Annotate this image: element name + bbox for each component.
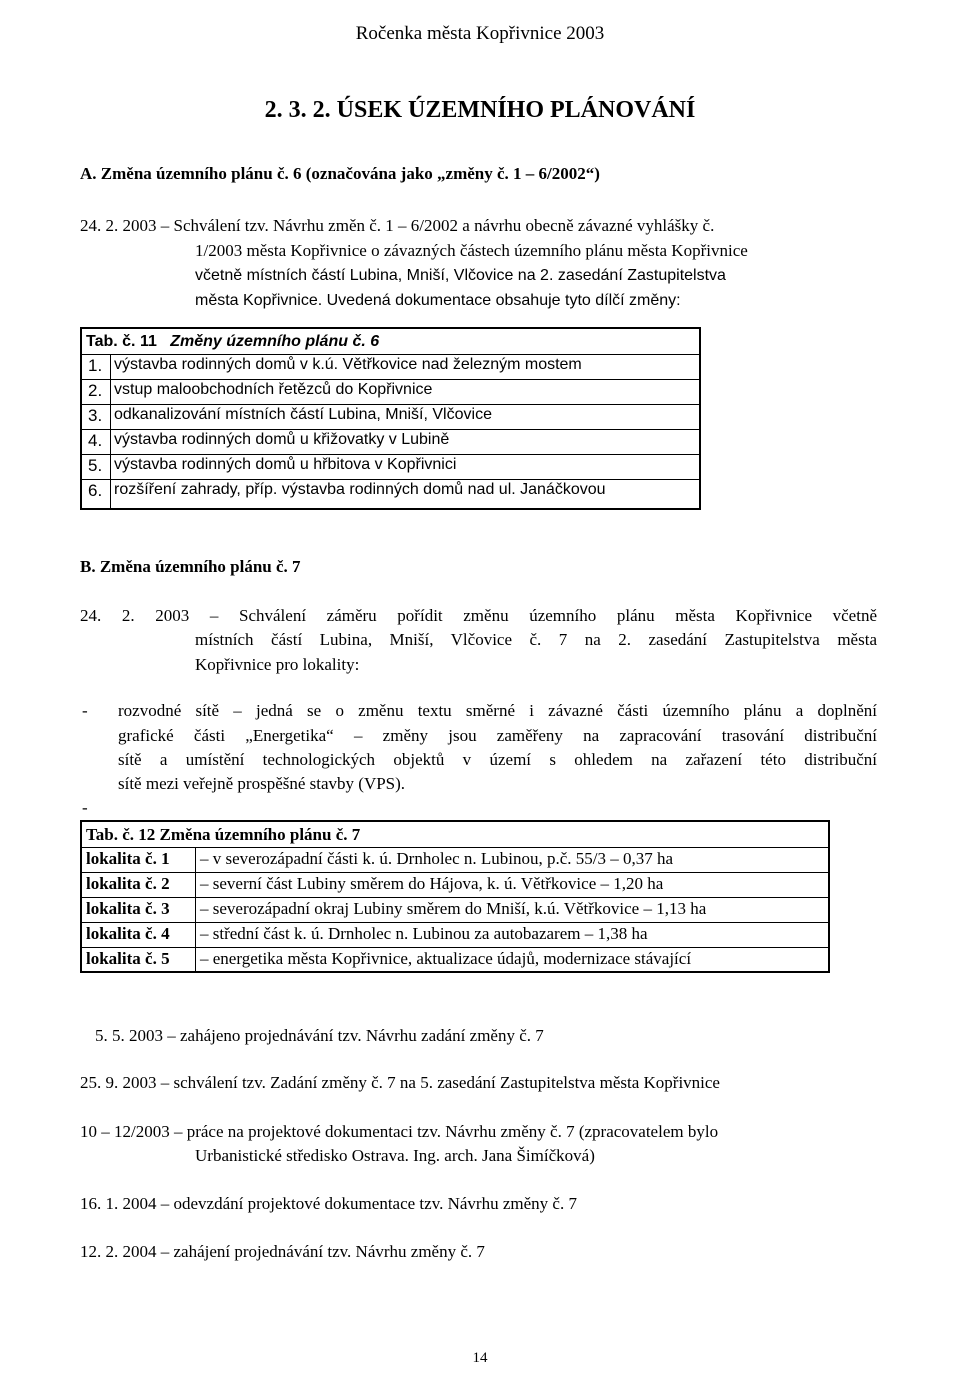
table-11-caption-title: Změny územního plánu č. 6 xyxy=(170,333,380,350)
part-a-para-line-3: včetně místních částí Lubina, Mniší, Vlčovice na 2. zasedání Zastupitelstva xyxy=(195,267,726,284)
table-row xyxy=(82,922,828,948)
bullet-line-2: grafické části „Energetika“ – změny jsou zaměřeny na zapracování trasování distribuční xyxy=(118,726,877,745)
bullet-line-3: sítě a umístění technologických objektů v území s ohledem na zařazení této distribuční xyxy=(118,750,877,769)
row-number: 3. xyxy=(88,406,103,425)
part-a-para-line-4: města Kopřivnice. Uvedená dokumentace obsahuje tyto dílčí změny: xyxy=(195,292,681,309)
row-text: odkanalizování místních částí Lubina, Mniší, Vlčovice xyxy=(114,406,492,423)
part-a-para-line-2: 1/2003 města Kopřivnice o závazných částech územního plánu města Kopřivnice xyxy=(195,241,748,260)
bullet-dash: - xyxy=(82,701,88,720)
part-b-para-line-2: místních částí Lubina, Mniší, Vlčovice č. 7 na 2. zasedání Zastupitelstva města xyxy=(195,630,877,649)
event-5: 12. 2. 2004 – zahájení projednávání tzv. Návrhu změny č. 7 xyxy=(80,1242,485,1261)
row-number: 2. xyxy=(88,381,103,400)
row-text: výstavba rodinných domů u křižovatky v Lubině xyxy=(114,431,450,448)
localities-table-12 xyxy=(80,820,830,973)
table-row xyxy=(82,947,828,973)
part-b-para-line-3: Kopřivnice pro lokality: xyxy=(195,655,360,674)
locality-label: lokalita č. 1 xyxy=(86,849,170,868)
changes-table-11 xyxy=(80,327,701,510)
table-row xyxy=(82,354,699,380)
row-number: 6. xyxy=(88,481,103,500)
empty-bullet-dash: - xyxy=(82,798,88,817)
table-row xyxy=(82,897,828,923)
table-row xyxy=(82,379,699,405)
table-row xyxy=(82,872,828,898)
table-row xyxy=(82,454,699,480)
locality-description: – severní část Lubiny směrem do Hájova, k. ú. Větřkovice – 1,20 ha xyxy=(200,874,664,893)
bullet-line-4: sítě mezi veřejně prospěšné stavby (VPS). xyxy=(118,774,406,793)
table-row xyxy=(82,479,699,505)
locality-description: – severozápadní okraj Lubiny směrem do Mniší, k.ú. Větřkovice – 1,13 ha xyxy=(200,899,707,918)
running-header: Ročenka města Kopřivnice 2003 xyxy=(355,23,605,44)
locality-description: – energetika města Kopřivnice, aktualizace údajů, modernizace stávající xyxy=(200,949,692,968)
locality-description: – střední část k. ú. Drnholec n. Lubinou za autobazarem – 1,38 ha xyxy=(200,924,648,943)
locality-label: lokalita č. 2 xyxy=(86,874,170,893)
table-11-caption-prefix: Tab. č. 11 xyxy=(86,333,157,350)
page-number: 14 xyxy=(472,1350,488,1366)
row-number: 5. xyxy=(88,456,103,475)
part-b-para-line-1: 24. 2. 2003 – Schválení záměru pořídit změnu územního plánu města Kopřivnice včetně xyxy=(80,606,877,625)
event-2: 25. 9. 2003 – schválení tzv. Zadání změny č. 7 na 5. zasedání Zastupitelstva města Kopřivnice xyxy=(80,1073,720,1092)
row-text: vstup maloobchodních řetězců do Kopřivnice xyxy=(114,381,433,398)
row-text: rozšíření zahrady, příp. výstavba rodinných domů nad ul. Janáčkovou xyxy=(114,481,606,498)
bullet-line-1: rozvodné sítě – jedná se o změnu textu směrné i závazné části územního plánu a doplnění xyxy=(118,701,877,720)
part-b-heading: B. Změna územního plánu č. 7 xyxy=(80,557,301,576)
event-1: 5. 5. 2003 – zahájeno projednávání tzv. Návrhu zadání změny č. 7 xyxy=(95,1026,544,1045)
row-number: 1. xyxy=(88,356,103,375)
event-3-line-2: Urbanistické středisko Ostrava. Ing. arch. Jana Šimíčková) xyxy=(195,1146,595,1165)
locality-label: lokalita č. 5 xyxy=(86,949,170,968)
table-12-caption: Tab. č. 12 Změna územního plánu č. 7 xyxy=(86,825,361,844)
table-row xyxy=(82,847,828,873)
table-11-caption xyxy=(86,330,379,353)
section-title: 2. 3. 2. ÚSEK ÚZEMNÍHO PLÁNOVÁNÍ xyxy=(264,97,696,123)
locality-label: lokalita č. 3 xyxy=(86,899,170,918)
locality-label: lokalita č. 4 xyxy=(86,924,170,943)
table-row xyxy=(82,429,699,455)
row-text: výstavba rodinných domů u hřbitova v Kopřivnici xyxy=(114,456,457,473)
part-a-heading: A. Změna územního plánu č. 6 (označována jako „změny č. 1 – 6/2002“) xyxy=(80,164,600,183)
table-row xyxy=(82,404,699,430)
part-a-para-line-1: 24. 2. 2003 – Schválení tzv. Návrhu změn č. 1 – 6/2002 a návrhu obecně závazné vyhlášky č. xyxy=(80,216,715,235)
event-3-line-1: 10 – 12/2003 – práce na projektové dokumentaci tzv. Návrhu změny č. 7 (zpracovatelem bylo xyxy=(80,1122,719,1141)
row-text: výstavba rodinných domů v k.ú. Větřkovice nad železným mostem xyxy=(114,356,582,373)
event-4: 16. 1. 2004 – odevzdání projektové dokumentace tzv. Návrhu změny č. 7 xyxy=(80,1194,577,1213)
locality-description: – v severozápadní části k. ú. Drnholec n. Lubinou, p.č. 55/3 – 0,37 ha xyxy=(200,849,674,868)
row-number: 4. xyxy=(88,431,103,450)
